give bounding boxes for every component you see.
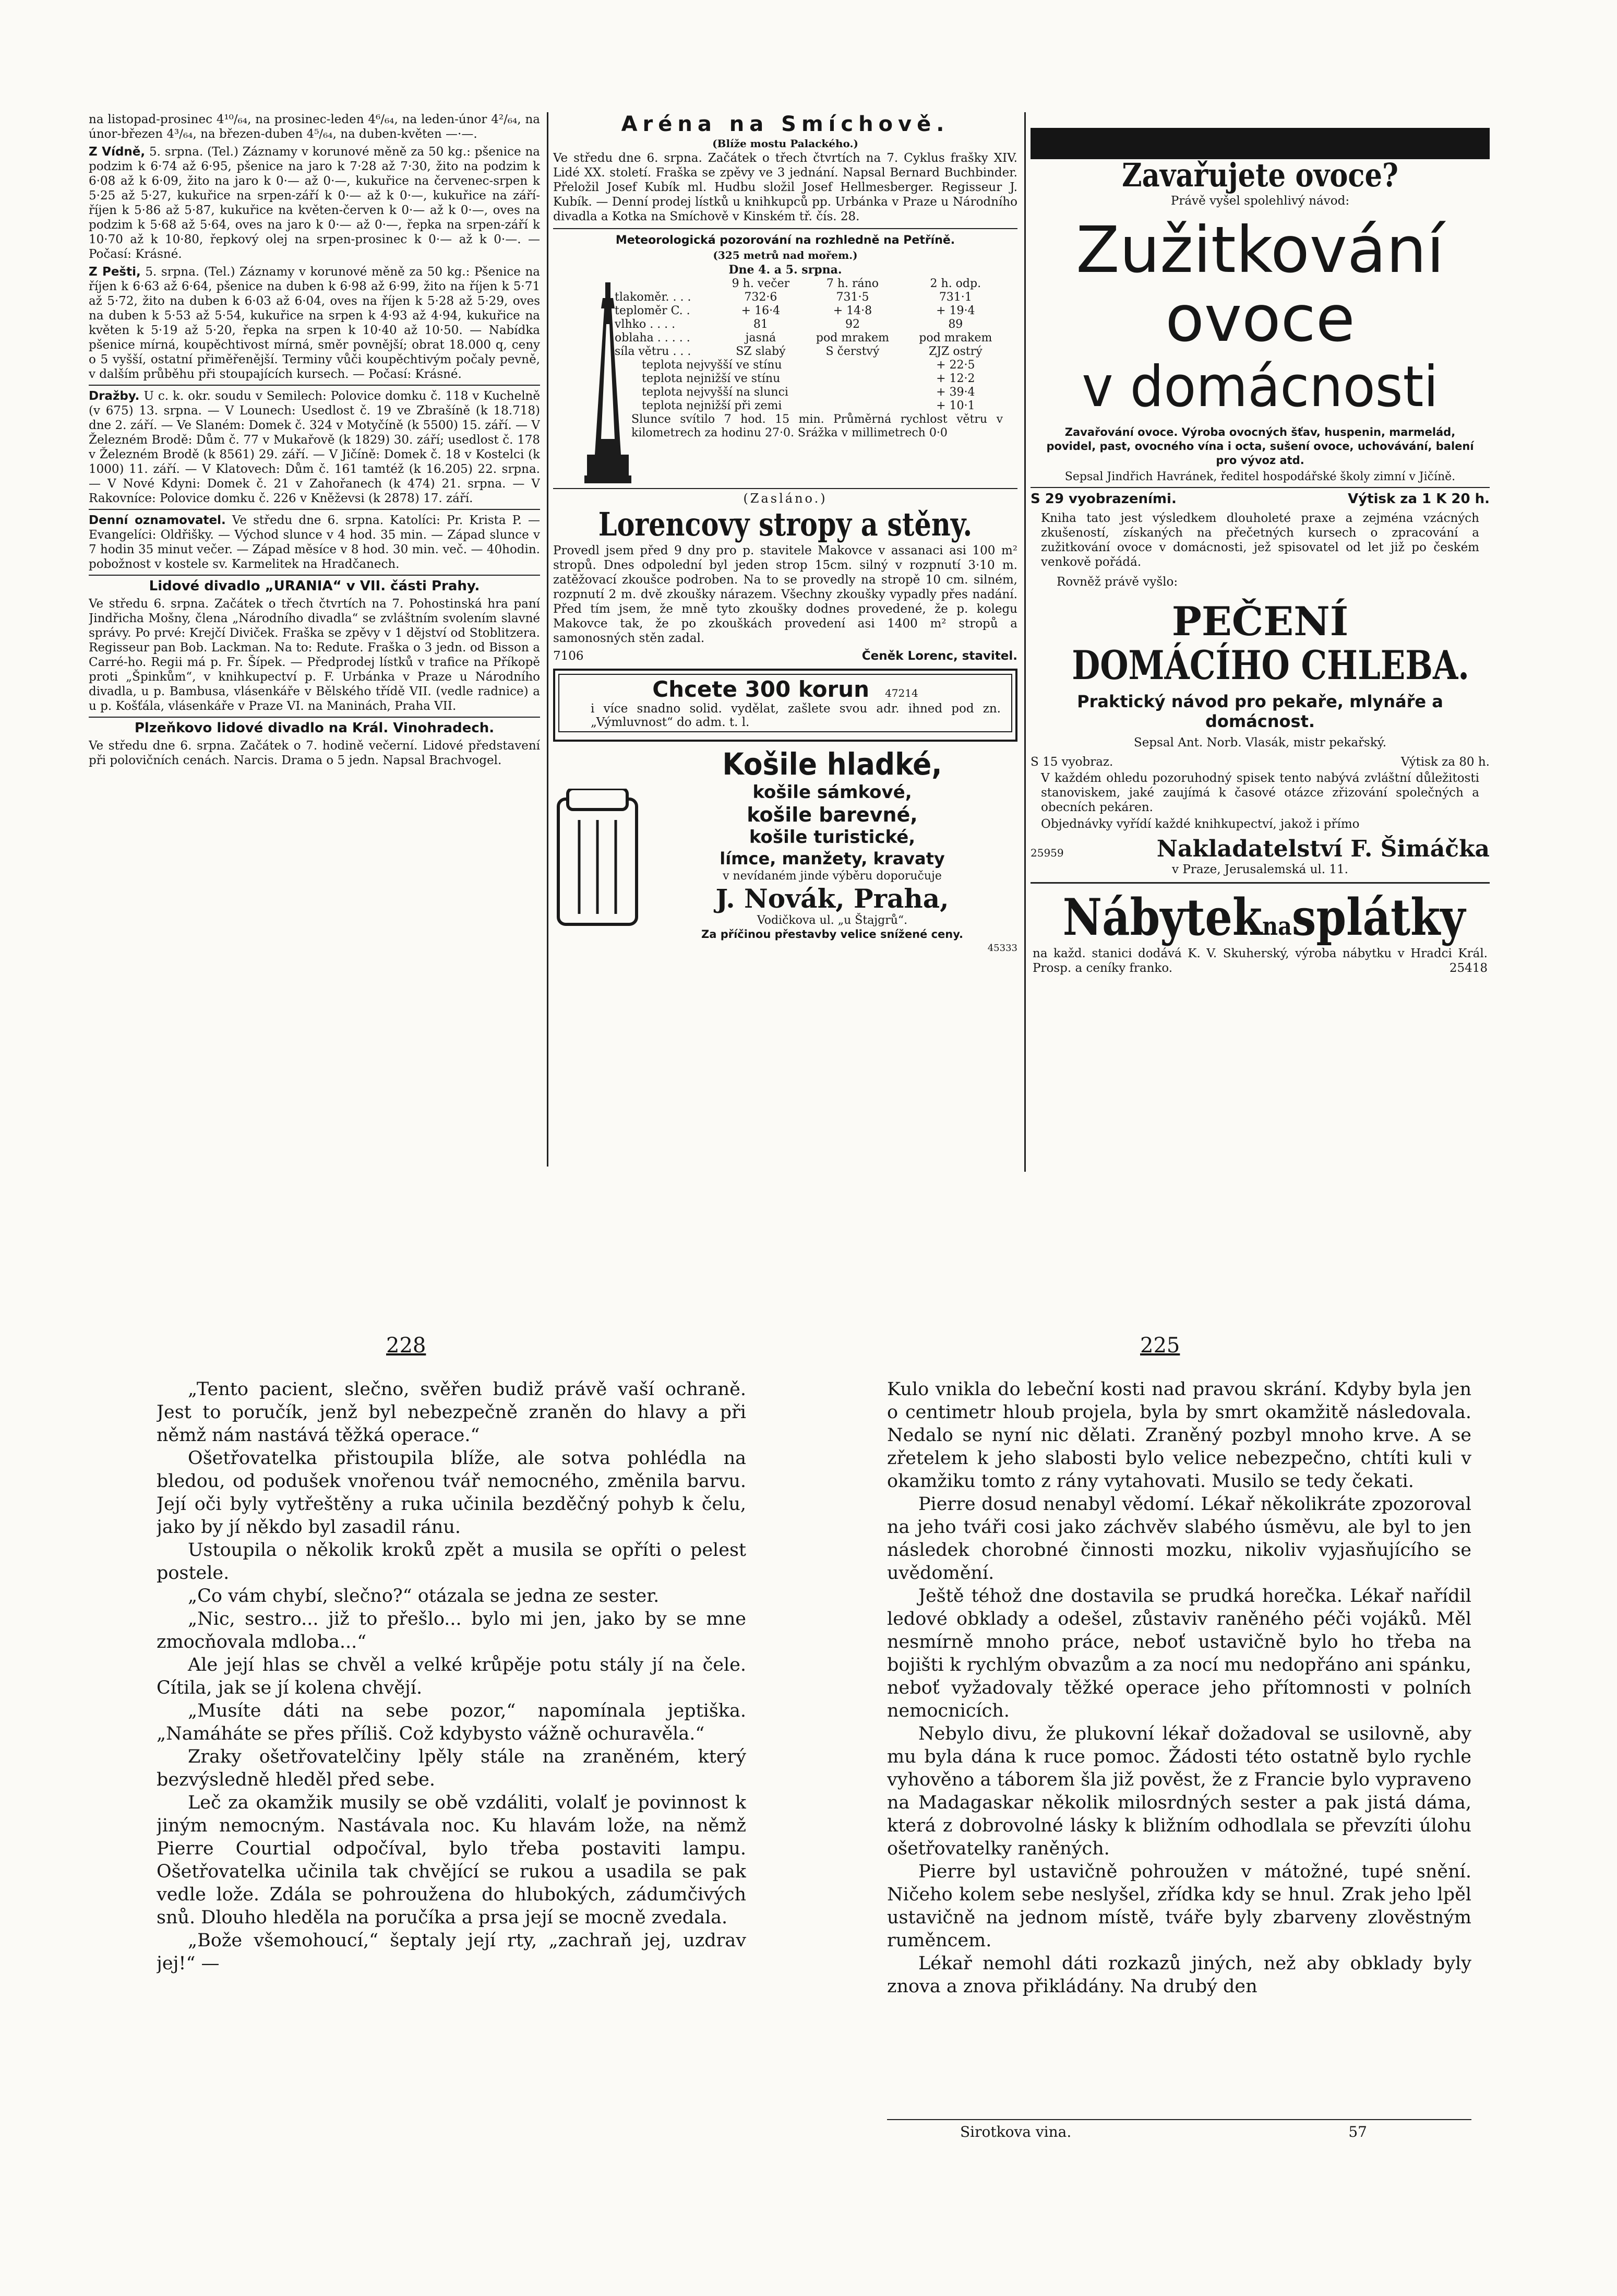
story-paragraph: Ošetřovatelka přistoupila blíže, ale sotva pohlédla na bledou, od podušek vnořenou tvář nemocného, změnila barvu. Její oči byly vytřeštěny a ruka učinila bezděčný pohyb k čelu, jako by jí někdo byl zasadil ránu. [157, 1448, 746, 1538]
meteo-cell: 731·5 [836, 291, 869, 304]
kosile-line: košile barevné, [747, 803, 918, 826]
peceni-subtitle: Praktický návod pro pekaře, mlynáře a domácnost. [1077, 692, 1443, 731]
chcete-title-row [570, 677, 1001, 702]
peceni-number: 25959 [1031, 847, 1064, 859]
peceni-firm-row [1031, 836, 1490, 862]
meteo-extra-value: + 39·4 [936, 386, 975, 399]
meteo-block [553, 277, 1017, 486]
budapest-heading: Z Pešti, [89, 265, 141, 279]
urania-heading: Lidové divadlo „URANIA“ v VII. části Prahy. [149, 578, 480, 594]
plzenek-body: Ve středu dne 6. srpna. Začátek o 7. hodině večerní. Lidové představení při polovičních cenách. Narcis. Drama o 5 jedn. Napsal Brachvogel. [89, 739, 540, 767]
meteo-row-label: tlakoměr. . . . [615, 291, 691, 304]
meteo-subheading: (325 metrů nad mořem.) [713, 249, 858, 261]
zuzit-illustrations: S 29 vyobrazeními. [1031, 491, 1177, 507]
nabytek-text: na každ. stanici dodává K. V. Skuherský, výroba nábytku v Hradci Král. Prosp. a ceníky franko. [1033, 947, 1488, 975]
divider [89, 509, 540, 510]
divider [553, 228, 1017, 229]
serial-title: Sirotkova vina. [960, 2123, 1072, 2140]
vienna-body: 5. srpna. (Tel.) Záznamy v korunové měně za 50 kg.: pšenice na podzim k 6·74 až 6·95, pšenice na jaro k 7·28 až 7·30, žito na podzim k 6·08 až k 6·09, žito na jaro k 0·— až 0·—, kukuřice na červenec-srpen k 5·25 až 5·27, kukuřice na srpen-září k 0·— až k 0·—, kukuřice na září-říjen k 5·86 až 5·87, kukuřice na květen-červen k 0·— až k 0·—, oves na podzim k 5·68 až 5·64, oves na jaro k 0·— až 0·—, řepka na srpen-září k 10·70 až k 10·80, řepkový olej na srpen-prosinec k 0·— až k 0·—. — Počasí: Krásné. [89, 145, 540, 261]
kosile-firm: J. Novák, Praha, [715, 883, 949, 914]
meteo-cell: + 16·4 [741, 304, 781, 317]
daily-notices-body: Ve středu dne 6. srpna. Katolíci: Pr. Krista P. — Evangelíci: Oldřišky. — Východ slunce v 4 hod. 35 min. — Západ slunce v 7 hodin 35 minut večer. — Západ měsíce v 8 hod. 30 min. več. — 40hodin. pobožnost v kostele sv. Karmelitek na Hradčanech. [89, 514, 540, 571]
meteo-table [610, 277, 1007, 440]
meteo-footer-row [610, 413, 1007, 440]
divider [89, 717, 540, 718]
story-paragraph: Leč za okamžik musily se obě vzdáliti, volalť je povinnost k jiným nemocným. Nastávala noc. Ku hlavám lože, na němž Pierre Courtial odpočíval, bylo třeba postaviti lampu. Ošetřovatelka učinila tak chvějící se rukou a usadila se pak vedle lože. Zdála se pohroužena do hlubokých, zádumčivých snů. Dlouho hleděla na poručíka a prsa její se mocně zvedala. [157, 1792, 746, 1928]
meteo-row-label: síla větru . . . [615, 345, 691, 358]
chcete-inner-frame [558, 674, 1012, 732]
auctions-heading: Dražby. [89, 389, 140, 403]
meteo-cell: jasná [745, 331, 776, 344]
zuzit-description: Zavařování ovoce. Výroba ovocných šťav, huspenin, marmelád, povidel, past, ovocného vína i octa, sušení ovoce, uchovávání, balení pro vývoz atd. [1046, 426, 1474, 467]
meteo-row-label: teploměr C. . [615, 304, 690, 317]
story-paragraph: „Bože všemohoucí,“ šeptaly její rty, „zachraň jej, uzdrav jej!“ — [157, 1930, 746, 1974]
meteo-header-row [610, 277, 1007, 291]
zavar-banner [1031, 128, 1490, 159]
auctions-body: U c. k. okr. soudu v Semilech: Polovice domku č. 118 v Kuchelně (v 675) 13. srpna. — V Lounech: Usedlost č. 19 ve Zbrašíně (k 18.718) dne 2. září. — Ve Slaném: Domek č. 324 v Motyčíně (k 5500) 15. září. — V Železném Brodě: Dům č. 77 v Mukařově (k 1829) 30. září; usedlost č. 178 v Železném Brodě (k 8561) 29. září. — V Jičíně: Domek č. 18 v Kostelci (k 1000) 11. září. — V Klatovech: Dům č. 161 tamtéž (k 16.205) 22. srpna. — V Nové Kdyni: Domek č. 21 v Zahořanech (k 474) 21. srpna. — V Rakovníce: Polovice domku č. 226 v Kněževsi (k 2878) 17. září. [89, 389, 540, 505]
meteo-col-header: 9 h. večer [732, 277, 790, 290]
serial-page-right [887, 1378, 1471, 2103]
meteo-row [610, 304, 1007, 318]
meteo-extra-label: teplota nejvyšší ve stínu [642, 359, 782, 372]
kosile-title: Košile hladké, [722, 746, 942, 782]
lorenc-title: Lorencovy stropy a stěny. [598, 505, 973, 543]
meteo-col-header: 7 h. ráno [826, 277, 879, 290]
zuzit-line: ovoce [1165, 282, 1355, 356]
story-paragraph: Ustoupila o několik kroků zpět a musila se opříti o pelest postele. [157, 1540, 746, 1584]
peceni-illustrations: S 15 vyobraz. [1031, 755, 1113, 769]
peceni-price-row [1031, 755, 1490, 769]
page-number-left: 228 [386, 1334, 426, 1358]
divider [89, 575, 540, 576]
nabytek-number: 25418 [1449, 961, 1488, 975]
daily-notices-heading: Denní oznamovatel. [89, 514, 226, 527]
rovnez-label: Rovněž právě vyšlo: [1057, 575, 1178, 589]
story-paragraph: „Tento pacient, slečno, svěřen budiž právě vaší ochraně. Jest to poručík, jenž byl nebezpečně zraněn do hlavy a při němž nám nastává těžká operace.“ [157, 1379, 746, 1446]
daily-notices [89, 513, 540, 572]
chcete-number: 47214 [885, 687, 918, 699]
meteo-cell: 89 [948, 318, 963, 331]
peceni-author: Sepsal Ant. Norb. Vlasák, mistr pekařský. [1133, 736, 1387, 750]
zuzit-author: Sepsal Jindřich Havránek, ředitel hospodářské školy zimní v Jičíně. [1064, 470, 1456, 483]
budapest-report [89, 265, 540, 382]
peceni-price: Výtisk za 80 h. [1400, 755, 1490, 769]
story-paragraph: Ještě téhož dne dostavila se prudká horečka. Lékař nařídil ledové obklady a odešel, zůstaviv raněného péči vojáků. Měl nesmírně mnoho práce, neboť ustavičně bylo ho třeba na bojišti k rychlým obvazům a za nocí mu nedopřáno ani spánku, neboť vyžadovaly těžké operace jeho přítomnosti v polních nemocnicích. [887, 1586, 1471, 1721]
zaslano-label: (Zasláno.) [743, 491, 828, 506]
shirt-package-icon [553, 789, 642, 930]
serial-sheet-number: 57 [1348, 2123, 1367, 2140]
peceni-title-2: DOMÁCÍHO CHLEBA. [1072, 642, 1470, 688]
meteo-cell: SZ slabý [736, 345, 786, 358]
kosile-number: 45333 [987, 943, 1017, 954]
meteo-row [610, 318, 1007, 331]
nabytek-body [1033, 946, 1488, 975]
meteo-date: Dne 4. a 5. srpna. [728, 263, 842, 277]
nabytek-splatky: splátky [1291, 888, 1466, 947]
meteo-cell: S čerstvý [825, 345, 880, 358]
kosile-address: Vodičkova ul. „u Štajgrů“. [757, 914, 908, 927]
meteo-cell: 81 [753, 318, 768, 331]
story-paragraph: Zraky ošetřovatelčiny lpěly stále na zraněném, který bezvýsledně hleděl před sebe. [157, 1746, 746, 1790]
lorenc-body: Provedl jsem před 9 dny pro p. stavitele Makovce v assanaci asi 100 m² stropů. Dnes odpolední byl jeden strop 15cm. silný v rozpnutí 3·10 m. zatěžovací zkoušce podroben. Na to se provedly na stropě 10 cm. silném, rozpnutí 2 m. dvě zkoušky nárazem. Všechny zkoušky vypadly přes nadání. Před tím jsem, že mně tyto zkoušky dodnes provedené, že p. kolegu Makovce tak, že po zkouškách provedení asi 1400 m² stropů a samonosných stěn zadal. [553, 544, 1017, 645]
divider [553, 488, 1017, 489]
lorenc-number: 7106 [553, 649, 584, 663]
chcete-title: Chcete 300 korun [652, 676, 870, 702]
meteo-cell: ZJZ ostrý [928, 345, 983, 358]
meteo-extra-row [610, 372, 1007, 386]
zavar-subtitle: Právě vyšel spolehlivý návod: [1170, 194, 1350, 208]
meteo-col-header: 2 h. odp. [930, 277, 981, 290]
meteo-cell: + 14·8 [833, 304, 872, 317]
story-paragraph: Ale její hlas se chvěl a velké krůpěje potu stály jí na čele. Cítila, jak se jí kolena chvějí. [157, 1655, 746, 1698]
story-paragraph: „Co vám chybí, slečno?“ otázala se jedna ze sester. [188, 1586, 660, 1607]
nabytek-na: na [1262, 912, 1292, 941]
divider [89, 385, 540, 386]
left-column [89, 112, 540, 1167]
story-paragraph: Kulo vnikla do lebeční kosti nad pravou skrání. Kdyby byla jen o centimetr hloub projela, byla by smrt okamžitě následovala. Nedalo se nyní nic dělati. Zraněný pozbyl mnoho krve. A se zřetelem k jeho slabosti bylo velice nebezpečno, chtíti kuli v okamžiku tomto z rány vytahovati. Musilo se tedy čekati. [887, 1379, 1471, 1492]
nabytek-title-row [1062, 888, 1466, 947]
peceni-order: Objednávky vyřídí každé knihkupectví, jakož i přímo [1041, 817, 1360, 831]
peceni-firm: Nakladatelství F. Šimáčka [1156, 836, 1490, 862]
meteo-cell: 731·1 [939, 291, 972, 304]
vienna-heading: Z Vídně, [89, 145, 146, 159]
meteo-row-label: vlhko . . . . [615, 318, 676, 331]
meteo-extra-value: + 22·5 [936, 359, 975, 372]
meteo-cell: pod mrakem [919, 331, 992, 344]
column-rule [547, 112, 548, 1167]
kosile-text [647, 747, 1017, 956]
page-number-right: 225 [1140, 1334, 1180, 1358]
lorenc-signature: Čeněk Lorenc, stavitel. [861, 649, 1017, 663]
story-paragraph: Pierre byl ustavičně pohroužen v mátožné, tupé snění. Ničeho kolem sebe neslyšel, zřídka kdy se hnul. Zrak jeho lpěl ustavičně na jednom místě, tváře byly zbarveny zlověstným ruměncem. [887, 1861, 1471, 1951]
arena-title: Aréna na Smíchově. [621, 112, 950, 136]
meteo-cell: 92 [845, 318, 860, 331]
auctions-report [89, 389, 540, 506]
kosile-footer: Za příčinou přestavby velice snížené ceny. [701, 928, 963, 941]
serial-footer [887, 2119, 1471, 2140]
meteo-heading: Meteorologická pozorování na rozhledně na Petříně. [615, 234, 955, 247]
meteo-row [610, 331, 1007, 345]
right-column [1031, 112, 1490, 1187]
zavar-title: Zavařujete ovoce? [1122, 156, 1398, 194]
zuzit-line: v domácnosti [1082, 354, 1439, 420]
story-paragraph: Nebylo divu, že plukovní lékař dožadoval se usilovně, aby mu byla dána k ruce pomoc. Žádosti této ostatně bylo rychle vyhověno a táborem šla již pověst, že z Francie bylo vypraveno na Madagaskar několik milosrdných sester a pak jistá dáma, která z dobrovolné lásky k bližním odhodlala se převzíti úlohu ošetřovatelky raněných. [887, 1723, 1471, 1859]
zuzit-body: Kniha tato jest výsledkem dlouholeté praxe a zejména vzácných zkušeností, získaných na přečetných kursech o zpracování a zužitkování ovoce v domácnosti, jež spisovatel od let již po českém venkově pořádá. [1041, 511, 1479, 569]
vienna-report [89, 145, 540, 261]
story-paragraph: Lékař nemohl dáti rozkazů jiných, než aby obklady byly znova a znova přikládány. Na drubý den [887, 1953, 1471, 1997]
kosile-line: košile turistické, [749, 827, 916, 848]
zuzit-price: Výtisk za 1 K 20 h. [1348, 491, 1490, 507]
peceni-body: V každém ohledu pozoruhodný spisek tento nabývá zvláštní důležitosti stanoviskem, jaké zaujímá k časové otázce zřizování společných a obecních pekáren. [1041, 771, 1479, 814]
meteo-cell: + 19·4 [936, 304, 975, 317]
meteo-extra-label: teplota nejvyšší na slunci [642, 386, 788, 399]
kosile-line: límce, manžety, kravaty [720, 849, 945, 869]
story-paragraph: „Nic, sestro... již to přešlo... bylo mi jen, jako by se mne zmocňovala mdloba...“ [157, 1609, 746, 1652]
peceni-address: v Praze, Jerusalemská ul. 11. [1172, 863, 1348, 876]
zuzit-line: Zužitkování [1076, 213, 1444, 287]
meteo-extra-label: teplota nejnižší při zemi [642, 399, 782, 412]
lorenc-signature-row [553, 649, 1017, 663]
arena-subtitle: (Blíže mostu Palackého.) [712, 137, 858, 150]
meteo-extra-row [610, 359, 1007, 372]
kosile-line: košile sámkové, [752, 782, 912, 803]
middle-column [553, 112, 1017, 1172]
meteo-row [610, 345, 1007, 359]
meteo-row [610, 291, 1007, 304]
plzenek-heading: Plzeňkovo lidové divadlo na Král. Vinohradech. [134, 720, 495, 736]
serial-page-left [157, 1378, 746, 2119]
meteo-row-label: oblaha . . . . . [615, 331, 690, 344]
meteo-extra-value: + 12·2 [936, 372, 975, 385]
column-rule [1024, 112, 1026, 1172]
urania-body: Ve středu 6. srpna. Začátek o třech čtvrtích na 7. Pohostinská hra paní Jindřicha Mošny, člena „Národního divadla“ se zvláštním svolením slavné správy. Po prvé: Krejčí Diviček. Fraška se zpěvy v 1 dějství od Stoblitzera. Regisseur pan Bob. Lackman. Na to: Redute. Fraška o 3 jedn. od Bisson a Carré-ho. Regii má p. Fr. Šípek. — Předprodej lístků v trafice na Příkopě proti „Špinkům“, v knihkupectví p. F. Urbánka v Praze u Národního divadla, u p. Bambusa, vlásenkáře v Bělského třídě VII. (vedle radnice) a u p. Košťála, vlásenkáře v Praze VI. na Maninách, Praha VII. [89, 597, 540, 713]
peceni-title-1: PEČENÍ [1171, 598, 1349, 645]
zuzit-price-row [1031, 487, 1490, 507]
chcete-body: i více snadno solid. vydělat, zašlete svou adr. ihned pod zn. „Výmluvnost“ do adm. t. l. [591, 702, 1001, 729]
meteo-extra-value: + 10·1 [936, 399, 975, 412]
chcete-ad [553, 669, 1017, 742]
meteo-cell: pod mrakem [816, 331, 890, 344]
story-paragraph: Pierre dosud nenabyl vědomí. Lékař několikráte zpozoroval na jeho tváři cosi jako záchvěv slabého úsměvu, ale byl to jen následek chorobné činnosti mozku, nikoliv vyjasňujícího se uvědomění. [887, 1494, 1471, 1584]
story-paragraph: „Musíte dáti na sebe pozor,“ napomínala jeptiška. „Namáháte se přes příliš. Což kdybysto vážně ochuravěla.“ [157, 1700, 746, 1744]
nabytek-title: Nábytek [1062, 888, 1263, 947]
meteo-extra-label: teplota nejnižší ve stínu [642, 372, 781, 385]
meteo-footer: Slunce svítilo 7 hod. 15 min. Průměrná rychlost větru v kilometrech za hodinu 27·0. Srážka v millimetrech 0·0 [631, 413, 1003, 439]
meteo-extra-row [610, 386, 1007, 399]
meteo-extra-row [610, 399, 1007, 413]
divider [1031, 882, 1490, 884]
meteo-cell: 732·6 [744, 291, 777, 304]
arena-body: Ve středu dne 6. srpna. Začátek o třech čtvrtích na 7. Cyklus frašky XIV. Lidé XX. století. Fraška se zpěvy ve 3 jednání. Napsal Bernard Buchbinder. Přeložil Josef Kubík ml. Hudbu složil Josef Hellmesberger. Regisseur J. Kubík. — Denní prodej lístků u knihkupců pp. Urbánka v Praze u Národního divadla a Kotka na Smíchově v Kinském tř. čís. 28. [553, 151, 1017, 223]
budapest-body: 5. srpna. (Tel.) Záznamy v korunové měně za 50 kg.: Pšenice na říjen k 6·63 až 6·64, pšenice na duben k 6·98 až 6·99, žito na říjen k 5·71 až 5·72, žito na duben k 6·03 až 6·04, oves na říjen k 5·28 až 5·29, oves na duben k 5·53 až 5·54, kukuřice na srpen k 4·93 až 4·94, kukuřice na květen k 5·19 až 5·20, řepka na srpen k 10·40 až 10·50. — Nabídka pšenice mírná, koupěchtivost mírná, směr povnější; obrat 18.000 q, ceny o 5 vyšší, ostatní přiměřenější. Terminy vůči koupěchtivým počaly pevně, v dalším průběhu při stoupajících kursech. — Počasí: Krásné. [89, 265, 540, 381]
market-report-top: na listopad-prosinec 4¹⁰/₆₄, na prosinec-leden 4⁶/₆₄, na leden-únor 4²/₆₄, na únor-březen 4³/₆₄, na březen-duben 4⁵/₆₄, na duben-květen —·—. [89, 113, 540, 141]
kosile-ad [553, 747, 1017, 971]
kosile-note: v nevídaném jinde výběru doporučuje [723, 870, 942, 883]
